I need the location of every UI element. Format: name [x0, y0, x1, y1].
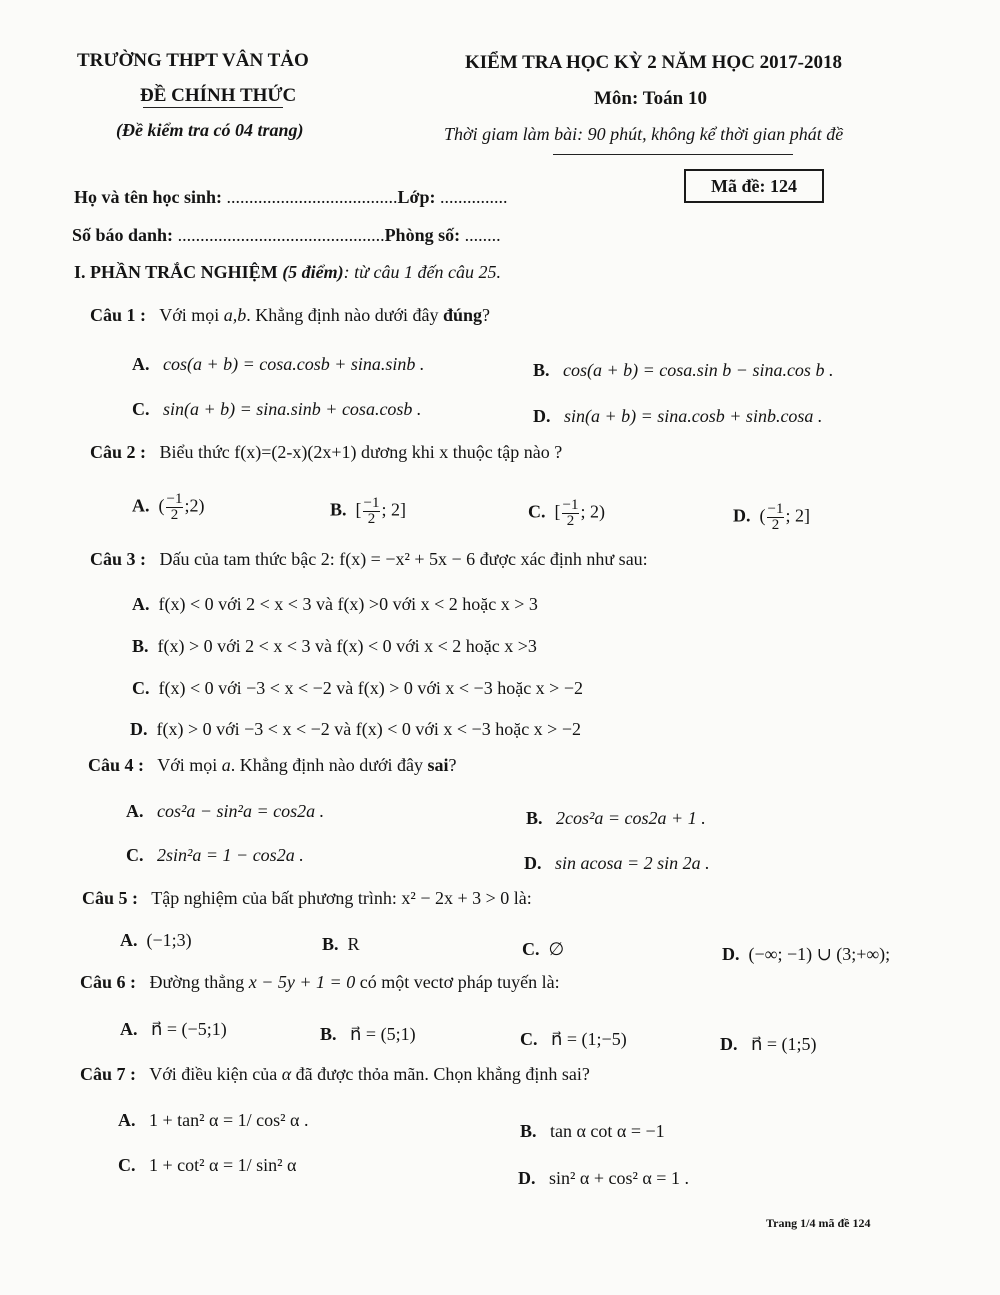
question-text: có một vectơ pháp tuyến là: — [355, 972, 560, 992]
option-bracket: ( — [158, 495, 165, 516]
q5-option-b[interactable] — [322, 934, 360, 955]
q4-option-d[interactable] — [524, 853, 710, 874]
option-label: A. — [120, 1019, 138, 1039]
option-text: sin(a + b) = sina.sinb + cosa.cosb . — [163, 399, 422, 419]
option-text: ;2) — [184, 495, 205, 516]
option-text: 1 + cot² α = 1/ sin² α — [149, 1155, 297, 1175]
room-label: Phòng số: — [384, 225, 465, 245]
option-label: D. — [130, 719, 148, 739]
student-name-label: Họ và tên học sinh: — [74, 187, 227, 207]
option-text: f(x) < 0 với −3 < x < −2 và f(x) > 0 với x < −3 hoặc x > −2 — [158, 678, 583, 698]
question-text: Với mọi — [159, 305, 224, 325]
option-label: D. — [733, 505, 751, 526]
option-text: f(x) < 0 với 2 < x < 3 và f(x) >0 với x < 2 hoặc x > 3 — [158, 594, 538, 614]
option-label: B. — [330, 499, 347, 520]
option-label: A. — [132, 594, 150, 614]
header-underline — [553, 154, 793, 155]
q1-option-d[interactable] — [533, 406, 822, 427]
option-label: C. — [522, 939, 540, 959]
fraction-denominator: 2 — [566, 513, 575, 529]
option-text: cos²a − sin²a = cos2a . — [157, 801, 325, 821]
option-text: n⃗ = (1;5) — [751, 1034, 817, 1054]
question-text: đã được thỏa mãn. Chọn khẳng định sai? — [291, 1064, 590, 1084]
option-text: sin acosa = 2 sin 2a . — [555, 853, 710, 873]
pages-note: (Đề kiểm tra có 04 trang) — [116, 120, 304, 140]
exam-code: Mã đề: 124 — [711, 175, 797, 196]
question-7 — [80, 1064, 590, 1085]
option-text: n⃗ = (1;−5) — [551, 1029, 627, 1049]
question-label: Câu 5 : — [82, 888, 139, 908]
fraction-denominator: 2 — [367, 511, 376, 527]
option-label: A. — [120, 930, 138, 950]
fraction-numerator: −1 — [767, 501, 784, 517]
q4-option-b[interactable] — [526, 808, 706, 829]
option-label: B. — [533, 360, 550, 380]
option-label: A. — [132, 354, 150, 374]
option-text: R — [347, 934, 360, 954]
question-math: a — [221, 755, 231, 775]
option-text: sin(a + b) = sina.cosb + sinb.cosa . — [564, 406, 823, 426]
option-text: ∅ — [548, 939, 565, 959]
fraction — [166, 492, 184, 523]
question-4 — [88, 755, 457, 776]
fraction-denominator: 2 — [771, 517, 780, 533]
subject: Môn: Toán 10 — [594, 88, 707, 109]
option-label: D. — [524, 853, 542, 873]
q1-option-c[interactable] — [132, 399, 421, 420]
q1-option-a[interactable] — [132, 354, 424, 375]
question-text: Tập nghiệm của bất phương trình: x² − 2x + 3 > 0 là: — [151, 888, 532, 908]
q7-option-c[interactable] — [118, 1155, 296, 1176]
option-text: (−1;3) — [146, 930, 192, 950]
option-label: A. — [118, 1110, 136, 1130]
question-text: . Khẳng định nào dưới đây — [230, 755, 428, 775]
option-label: C. — [528, 501, 546, 522]
option-text: ; 2) — [580, 501, 605, 522]
fraction-numerator: −1 — [562, 497, 579, 513]
question-1 — [90, 305, 490, 326]
q6-option-a[interactable] — [120, 1019, 227, 1040]
fraction — [562, 498, 580, 529]
q3-option-b[interactable] — [132, 636, 537, 657]
question-text: . Khẳng định nào dưới đây — [246, 305, 443, 325]
option-label: B. — [526, 808, 543, 828]
question-math: a,b — [223, 305, 247, 325]
option-label: A. — [132, 495, 150, 516]
option-text: n⃗ = (−5;1) — [151, 1019, 227, 1039]
q6-option-c[interactable] — [520, 1029, 627, 1050]
fraction — [363, 496, 381, 527]
q3-option-d[interactable] — [130, 719, 581, 740]
option-text: 2sin²a = 1 − cos2a . — [157, 845, 304, 865]
section-range: : từ câu 1 đến câu 25. — [343, 262, 501, 282]
option-label: B. — [132, 636, 149, 656]
question-text: ? — [482, 305, 491, 325]
question-6 — [80, 972, 560, 993]
question-label: Câu 3 : — [90, 549, 147, 569]
question-label: Câu 1 : — [90, 305, 147, 325]
student-id-row — [72, 225, 501, 246]
option-label: B. — [520, 1121, 537, 1141]
q5-option-a[interactable] — [120, 930, 192, 951]
question-emphasis: sai — [427, 755, 449, 775]
q2-option-d[interactable] — [733, 502, 810, 533]
option-label: D. — [533, 406, 551, 426]
student-id-field[interactable]: .............................................. — [177, 225, 385, 245]
fraction-denominator: 2 — [170, 507, 179, 523]
option-text: sin² α + cos² α = 1 . — [549, 1168, 689, 1188]
exam-title: KIỂM TRA HỌC KỲ 2 NĂM HỌC 2017-2018 — [465, 52, 843, 73]
option-bracket: [ — [355, 499, 362, 520]
option-text: 1 + tan² α = 1/ cos² α . — [149, 1110, 309, 1130]
option-label: C. — [126, 845, 144, 865]
q2-option-c[interactable] — [528, 498, 605, 529]
question-emphasis: đúng — [442, 305, 483, 325]
option-text: ; 2] — [785, 505, 810, 526]
option-text: (−∞; −1) ∪ (3;+∞); — [748, 944, 891, 964]
official-label: ĐỀ CHÍNH THỨC — [140, 85, 297, 106]
fraction — [767, 502, 785, 533]
q4-option-a[interactable] — [126, 801, 324, 822]
q7-option-b[interactable] — [520, 1121, 665, 1142]
student-id-label: Số báo danh: — [72, 225, 178, 245]
class-label: Lớp: — [397, 187, 441, 207]
option-label: A. — [126, 801, 144, 821]
exam-code-box — [684, 169, 824, 203]
section-heading — [74, 262, 501, 283]
q5-option-c[interactable] — [522, 939, 564, 960]
question-text: ? — [448, 755, 457, 775]
option-label: B. — [320, 1024, 337, 1044]
question-text: Biểu thức f(x)=(2-x)(2x+1) dương khi x thuộc tập nào ? — [159, 442, 563, 462]
q2-option-b[interactable] — [330, 496, 406, 527]
fraction-numerator: −1 — [166, 491, 183, 507]
question-label: Câu 4 : — [88, 755, 145, 775]
option-bracket: [ — [554, 501, 561, 522]
question-label: Câu 6 : — [80, 972, 137, 992]
q7-option-d[interactable] — [518, 1168, 689, 1189]
question-text: Dấu của tam thức bậc 2: f(x) = −x² + 5x − 6 được xác định như sau: — [159, 549, 648, 569]
option-text: tan α cot α = −1 — [550, 1121, 665, 1141]
q6-option-d[interactable] — [720, 1034, 817, 1055]
q5-option-d[interactable] — [722, 944, 890, 965]
q6-option-b[interactable] — [320, 1024, 416, 1045]
student-name-field[interactable]: ...................................... — [226, 187, 398, 207]
option-label: C. — [520, 1029, 538, 1049]
option-text: 2cos²a = cos2a + 1 . — [556, 808, 706, 828]
q7-option-a[interactable] — [118, 1110, 308, 1131]
option-text: f(x) > 0 với 2 < x < 3 và f(x) < 0 với x < 2 hoặc x >3 — [157, 636, 537, 656]
option-label: D. — [518, 1168, 536, 1188]
question-2 — [90, 442, 562, 463]
q1-option-b[interactable] — [533, 360, 833, 381]
q3-option-c[interactable] — [132, 678, 583, 699]
option-label: B. — [322, 934, 339, 954]
option-text: cos(a + b) = cosa.cosb + sina.sinb . — [163, 354, 425, 374]
question-3 — [90, 549, 648, 570]
class-field[interactable]: ............... — [440, 187, 508, 207]
option-text: ; 2] — [381, 499, 406, 520]
official-underline — [143, 107, 283, 108]
fraction-numerator: −1 — [363, 495, 380, 511]
question-5 — [82, 888, 532, 909]
option-text: n⃗ = (5;1) — [350, 1024, 416, 1044]
option-label: C. — [132, 678, 150, 698]
question-label: Câu 7 : — [80, 1064, 137, 1084]
question-math: α — [281, 1064, 292, 1084]
option-text: f(x) > 0 với −3 < x < −2 và f(x) < 0 với x < −3 hoặc x > −2 — [156, 719, 581, 739]
option-label: C. — [118, 1155, 136, 1175]
room-field[interactable]: ........ — [464, 225, 501, 245]
question-text: Đường thẳng — [149, 972, 249, 992]
q3-option-a[interactable] — [132, 594, 538, 615]
question-label: Câu 2 : — [90, 442, 147, 462]
page-footer: Trang 1/4 mã đề 124 — [766, 1216, 871, 1230]
option-text: cos(a + b) = cosa.sin b − sina.cos b . — [563, 360, 834, 380]
option-label: C. — [132, 399, 150, 419]
option-label: D. — [720, 1034, 738, 1054]
section-points: (5 điểm) — [277, 262, 344, 282]
time-note: Thời giam làm bài: 90 phút, không kể thời gian phát đề — [444, 124, 844, 144]
student-name-row — [74, 187, 508, 208]
option-bracket: ( — [759, 505, 766, 526]
section-title: I. PHẦN TRẮC NGHIỆM — [74, 262, 278, 282]
option-label: D. — [722, 944, 740, 964]
question-text: Với mọi — [157, 755, 222, 775]
question-text: Với điều kiện của — [149, 1064, 282, 1084]
school-name: TRƯỜNG THPT VÂN TẢO — [77, 50, 309, 71]
q4-option-c[interactable] — [126, 845, 304, 866]
question-math: x − 5y + 1 = 0 — [248, 972, 356, 992]
q2-option-a[interactable] — [132, 492, 204, 523]
